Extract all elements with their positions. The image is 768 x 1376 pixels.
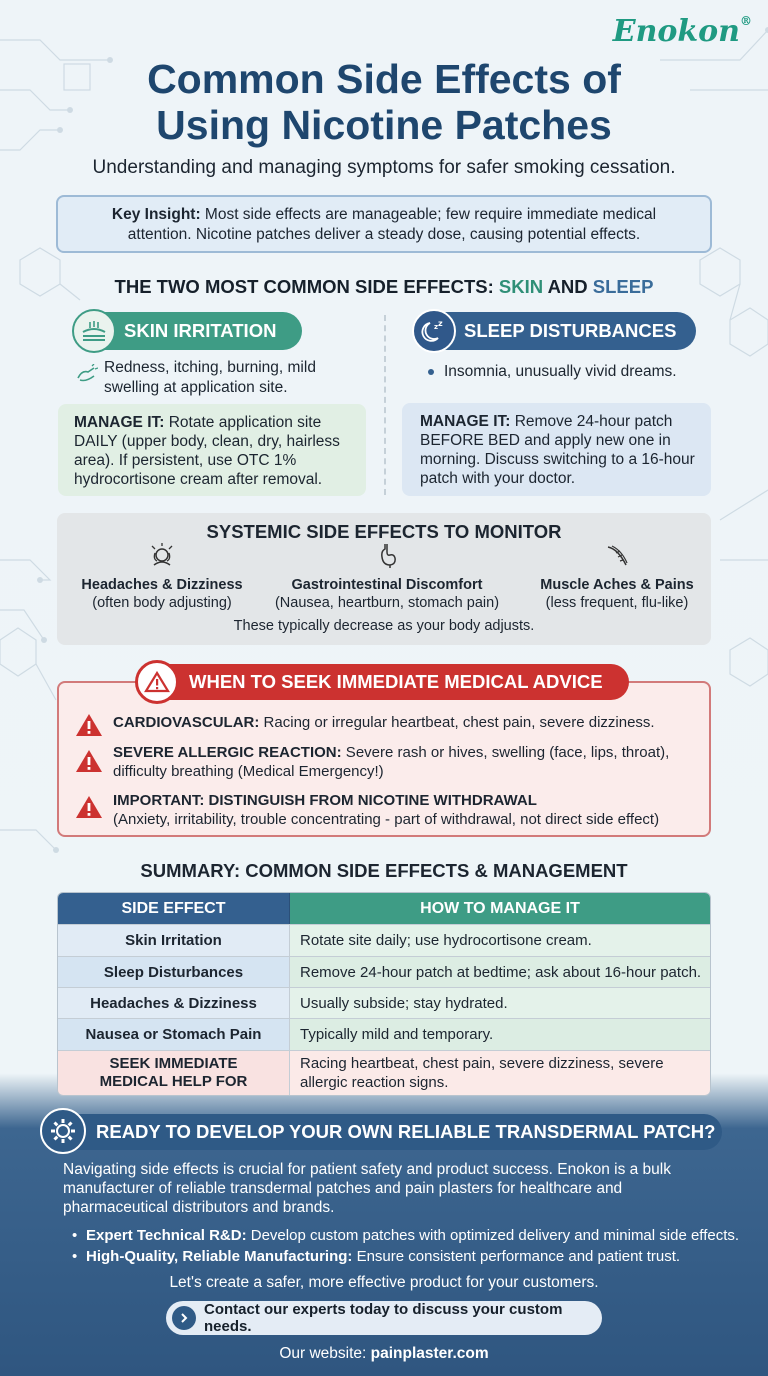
contact-button-label: Contact our experts today to discuss your custom needs. bbox=[204, 1301, 563, 1335]
bullet-label: Expert Technical R&D: bbox=[86, 1227, 247, 1244]
bullet-label: High-Quality, Reliable Manufacturing: bbox=[86, 1248, 353, 1265]
brand-name: Enokon bbox=[612, 14, 740, 49]
table-cell: Racing heartbeat, chest pain, severe dizziness, severe allergic reaction signs. bbox=[290, 1051, 710, 1095]
key-insight-label: Key Insight: bbox=[111, 206, 201, 223]
gear-icon bbox=[40, 1108, 86, 1154]
table-cell: Headaches & Dizziness bbox=[58, 988, 290, 1018]
headache-icon bbox=[77, 543, 247, 574]
bullet-dot bbox=[428, 369, 434, 375]
skin-description bbox=[76, 358, 366, 398]
table-row bbox=[58, 1050, 710, 1095]
stomach-icon bbox=[257, 543, 517, 574]
contact-experts-button[interactable] bbox=[166, 1301, 602, 1335]
registered-mark: ® bbox=[740, 14, 752, 28]
heading-skin: SKIN bbox=[498, 276, 544, 297]
systemic-note: These typically decrease as your body adjusts. bbox=[233, 618, 535, 634]
sleep-disturbances-pill bbox=[416, 312, 696, 350]
warning-icon bbox=[75, 713, 103, 742]
warning-icon bbox=[75, 749, 103, 778]
column-divider bbox=[384, 315, 386, 495]
column-header: HOW TO MANAGE IT bbox=[290, 893, 710, 924]
muscle-title: Muscle Aches & Pains bbox=[540, 577, 694, 593]
headache-title: Headaches & Dizziness bbox=[81, 577, 243, 593]
seek-item-cardio bbox=[75, 713, 705, 732]
heading-prefix: THE TWO MOST COMMON SIDE EFFECTS: bbox=[114, 276, 499, 297]
two-common-heading bbox=[0, 276, 768, 298]
website-label: Our website: bbox=[279, 1345, 371, 1362]
table-cell: SEEK IMMEDIATE MEDICAL HELP FOR bbox=[58, 1051, 290, 1095]
cta-description: Navigating side effects is crucial for patient safety and product success. Enokon is a bulk manufacturer of reliable transdermal patches and pain plasters for healthcare and pharmaceutical distributors and brands. bbox=[63, 1161, 671, 1216]
table-cell: Usually subside; stay hydrated. bbox=[290, 988, 710, 1018]
cta-heading-pill bbox=[42, 1114, 722, 1150]
seek-heading: WHEN TO SEEK IMMEDIATE MEDICAL ADVICE bbox=[189, 671, 603, 692]
sleep-disturbances-title: SLEEP DISTURBANCES bbox=[464, 320, 677, 341]
muscle-icon bbox=[527, 543, 707, 574]
table-cell: Typically mild and temporary. bbox=[290, 1019, 710, 1050]
summary-heading: SUMMARY: COMMON SIDE EFFECTS & MANAGEMENT bbox=[140, 860, 628, 881]
heading-sleep: SLEEP bbox=[592, 276, 654, 297]
website-link[interactable]: painplaster.com bbox=[370, 1345, 489, 1362]
withdrawal-label: IMPORTANT: DISTINGUISH FROM NICOTINE WITHDRAWAL bbox=[113, 792, 537, 809]
bullet-text: Ensure consistent performance and patient trust. bbox=[352, 1248, 681, 1265]
skin-description-text: Redness, itching, burning, mild swelling at application site. bbox=[104, 359, 316, 396]
heading-and: AND bbox=[543, 276, 593, 297]
website-line bbox=[0, 1345, 768, 1363]
cardio-text: Racing or irregular heartbeat, chest pain, severe dizziness. bbox=[259, 714, 655, 731]
systemic-effects-panel bbox=[57, 513, 711, 645]
seek-advice-panel bbox=[57, 681, 711, 837]
chevron-right-icon bbox=[172, 1306, 196, 1330]
alert-triangle-icon bbox=[135, 660, 179, 704]
sleep-description bbox=[428, 363, 677, 381]
scratching-hand-icon bbox=[76, 364, 98, 388]
column-header: SIDE EFFECT bbox=[58, 893, 290, 924]
sleep-manage-label: MANAGE IT: bbox=[420, 413, 511, 430]
key-insight-text: Most side effects are manageable; few require immediate medical attention. Nicotine patches deliver a steady dose, causing potential effects. bbox=[127, 206, 657, 243]
seek-advice-pill bbox=[137, 664, 629, 700]
gastro-title: Gastrointestinal Discomfort bbox=[291, 577, 483, 593]
warning-icon bbox=[75, 795, 103, 824]
seek-item-allergic bbox=[75, 743, 705, 781]
page-subtitle: Understanding and managing symptoms for safer smoking cessation. bbox=[92, 157, 676, 178]
skin-layers-icon bbox=[72, 309, 116, 353]
title-line-2: Using Nicotine Patches bbox=[156, 102, 612, 148]
key-insight-box bbox=[56, 195, 712, 253]
allergic-text: Severe rash or hives, swelling (face, lips, throat), difficulty breathing (Medical Emergency!) bbox=[113, 744, 670, 780]
cta-closing: Let's create a safer, more effective product for your customers. bbox=[169, 1274, 599, 1291]
table-row bbox=[58, 987, 710, 1018]
cta-bullets bbox=[72, 1226, 739, 1268]
table-header bbox=[58, 893, 710, 924]
skin-irritation-title: SKIN IRRITATION bbox=[124, 320, 277, 341]
list-item bbox=[72, 1247, 739, 1266]
moon-zzz-icon bbox=[412, 309, 456, 353]
bullet-text: Develop custom patches with optimized delivery and minimal side effects. bbox=[246, 1227, 740, 1244]
table-cell: Nausea or Stomach Pain bbox=[58, 1019, 290, 1050]
title-line-1: Common Side Effects of bbox=[147, 56, 621, 102]
skin-manage-box bbox=[58, 404, 366, 496]
sleep-description-text: Insomnia, unusually vivid dreams. bbox=[444, 363, 677, 380]
allergic-label: SEVERE ALLERGIC REACTION: bbox=[113, 744, 342, 761]
table-cell: Rotate site daily; use hydrocortisone cream. bbox=[290, 925, 710, 956]
cardio-label: CARDIOVASCULAR: bbox=[113, 714, 260, 731]
cta-heading: READY TO DEVELOP YOUR OWN RELIABLE TRANSDERMAL PATCH? bbox=[96, 1121, 716, 1142]
skin-manage-label: MANAGE IT: bbox=[74, 414, 165, 431]
gastro-detail: (Nausea, heartburn, stomach pain) bbox=[274, 595, 500, 611]
skin-manage-text: Rotate application site DAILY (upper body, clean, dry, hairless area). If persistent, use OTC 1% hydrocortisone cream after removal. bbox=[74, 414, 340, 488]
svg-text:z: z bbox=[438, 319, 443, 328]
brand-logo bbox=[613, 14, 752, 49]
table-cell: Sleep Disturbances bbox=[58, 957, 290, 987]
sleep-manage-box bbox=[402, 403, 711, 496]
table-row bbox=[58, 924, 710, 956]
summary-table bbox=[57, 892, 711, 1096]
muscle-detail: (less frequent, flu-like) bbox=[545, 595, 689, 611]
seek-item-withdrawal bbox=[75, 791, 705, 829]
systemic-item-headache bbox=[77, 543, 247, 612]
table-row bbox=[58, 956, 710, 987]
systemic-heading: SYSTEMIC SIDE EFFECTS TO MONITOR bbox=[206, 521, 562, 542]
systemic-item-gastro bbox=[257, 543, 517, 612]
systemic-item-muscle bbox=[527, 543, 707, 612]
list-item bbox=[72, 1226, 739, 1245]
withdrawal-text: (Anxiety, irritability, trouble concentrating - part of withdrawal, not direct side effect) bbox=[113, 811, 660, 828]
table-row bbox=[58, 1018, 710, 1050]
page-title bbox=[0, 56, 768, 148]
table-cell: Skin Irritation bbox=[58, 925, 290, 956]
table-cell: Remove 24-hour patch at bedtime; ask about 16-hour patch. bbox=[290, 957, 710, 987]
headache-detail: (often body adjusting) bbox=[92, 595, 232, 611]
sleep-manage-text: Remove 24-hour patch BEFORE BED and apply new one in morning. Discuss switching to a 16-hour patch with your doctor. bbox=[420, 413, 695, 487]
svg-text:z: z bbox=[434, 323, 439, 331]
skin-irritation-pill bbox=[76, 312, 302, 350]
